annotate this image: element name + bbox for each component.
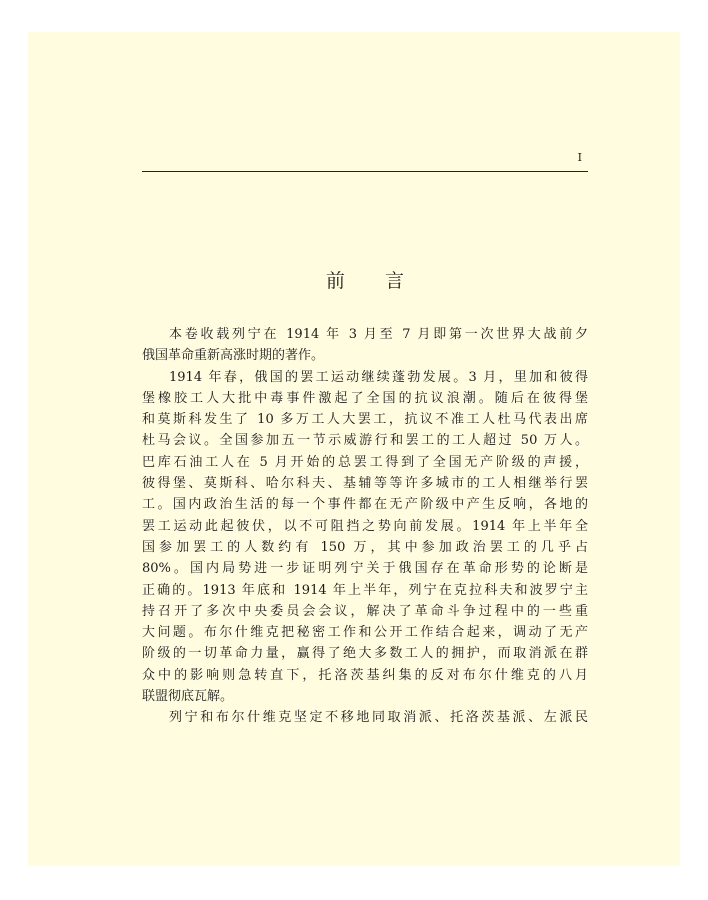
text-line: 正确的。1913 年底和 1914 年上半年，列宁在克拉科夫和波罗宁主 bbox=[142, 582, 588, 598]
text-line: 堡橡胶工人大批中毒事件激起了全国的抗议浪潮。随后在彼得堡 bbox=[142, 390, 588, 406]
text-line: 和莫斯科发生了 10 多万工人大罢工，抗议不准工人杜马代表出席 bbox=[142, 412, 588, 428]
text-line: 彼得堡、莫斯科、哈尔科夫、基辅等等许多城市的工人相继举行罢 bbox=[142, 476, 588, 492]
text-line: 众中的影响则急转直下，托洛茨基纠集的反对布尔什维克的八月 bbox=[142, 667, 588, 683]
text-line: 工。国内政治生活的每一个事件都在无产阶级中产生反响，各地的 bbox=[142, 497, 588, 513]
text-line: 1914 年春，俄国的罢工运动继续蓬勃发展。3 月，里加和彼得 bbox=[169, 369, 588, 385]
running-head bbox=[142, 151, 588, 172]
text-line: 本卷收载列宁在 1914 年 3 月至 7 月即第一次世界大战前夕 bbox=[169, 327, 588, 342]
paragraph bbox=[142, 367, 588, 708]
text-line: 列宁和布尔什维克坚定不移地同取消派、托洛茨基派、左派民 bbox=[169, 710, 588, 726]
text-line: 持召开了多次中央委员会会议，解决了革命斗争过程中的一些重 bbox=[142, 603, 588, 619]
text-line: 罢工运动此起彼伏，以不可阻挡之势向前发展。1914 年上半年全 bbox=[142, 518, 588, 534]
text-line: 国参加罢工的人数约有 150 万，其中参加政治罢工的几乎占 bbox=[142, 539, 588, 555]
text-line: 杜马会议。全国参加五一节示威游行和罢工的工人超过 50 万人。 bbox=[142, 433, 588, 449]
chapter-title: 前言 bbox=[325, 270, 444, 292]
body-text bbox=[142, 324, 588, 729]
paragraph bbox=[142, 324, 588, 367]
page-number: I bbox=[577, 151, 582, 164]
book-page bbox=[28, 32, 680, 866]
text-line: 阶级的一切革命力量，赢得了绝大多数工人的拥护，而取消派在群 bbox=[142, 646, 588, 662]
text-line: 俄国革命重新高涨时期的著作。 bbox=[142, 348, 325, 364]
text-line: 大问题。布尔什维克把秘密工作和公开工作结合起来，调动了无产 bbox=[142, 625, 588, 641]
text-line: 80%。国内局势进一步证明列宁关于俄国存在革命形势的论断是 bbox=[142, 561, 588, 577]
text-line: 巴库石油工人在 5 月开始的总罢工得到了全国无产阶级的声援， bbox=[142, 454, 588, 470]
text-line: 联盟彻底瓦解。 bbox=[142, 689, 234, 705]
paragraph bbox=[142, 707, 588, 728]
